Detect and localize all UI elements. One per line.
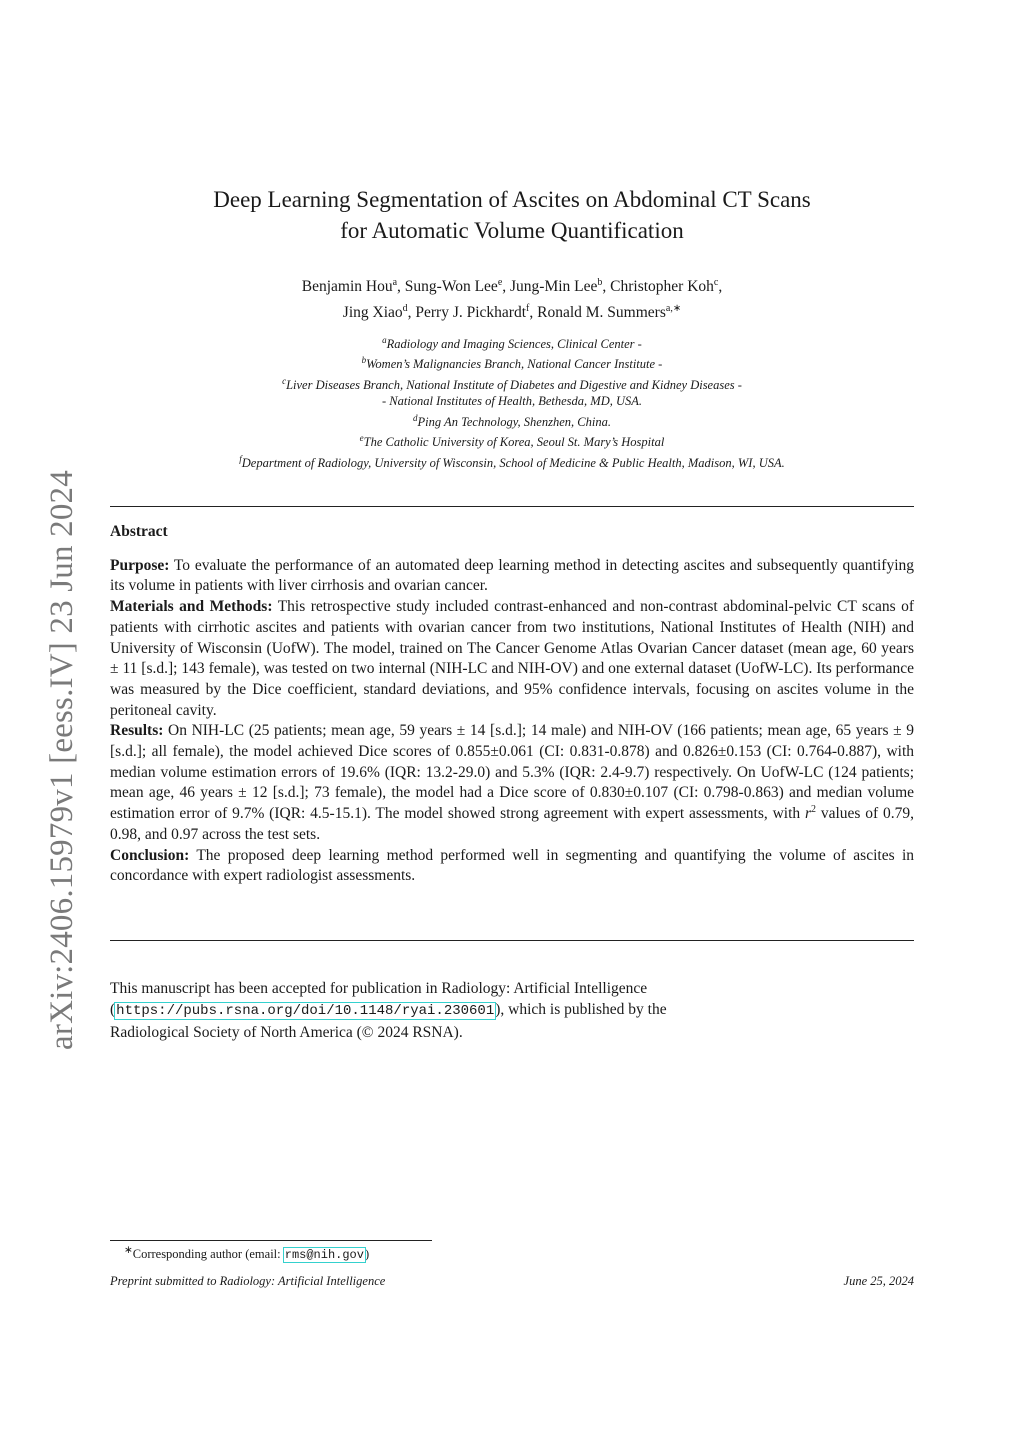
r-squared-symbol: r [804,805,811,823]
author-name: Ronald M. Summers [537,304,666,322]
abstract-bottom-rule [110,940,914,941]
affiliation-text: The Catholic University of Korea, Seoul St. Mary’s Hospital [363,435,665,450]
conclusion-text: The proposed deep learning method performed well in segmenting and quantifying the volume of ascites in concordance with expert radiologist assessments. [110,846,914,885]
footnote-marker: ∗ [124,1245,133,1256]
results-text-b: values of 0.79, 0.98, and 0.97 across the test sets. [110,805,914,843]
author-name: Jing Xiao [342,304,403,322]
footnote-text: Corresponding author (email: [132,1247,284,1262]
affiliation-text: Liver Diseases Branch, National Institute of Diabetes and Digestive and Kidney Diseases - [286,378,742,393]
author-name: Christopher Koh [610,278,714,296]
abstract-purpose [110,556,914,597]
affiliation-text: Women’s Malignancies Branch, National Cancer Institute - [366,357,663,372]
author-list [0,272,1024,324]
preprint-footer: Preprint submitted to Radiology: Artificial Intelligence [110,1274,386,1288]
footer-date: June 25, 2024 [843,1274,914,1288]
title-line-1: Deep Learning Segmentation of Ascites on Abdominal CT Scans [213,187,811,212]
affiliation-text: Ping An Technology, Shenzhen, China. [417,414,611,429]
author-name: Benjamin Hou [301,278,393,296]
author-affil-mark: b [597,277,603,288]
author-affil-mark: c [713,277,719,288]
r-squared-exponent: 2 [811,803,816,815]
notice-line-3: Radiological Society of North America (© 2024 RSNA). [110,1024,463,1041]
notice-line-2 [110,999,770,1022]
author-line-1: Benjamin Hou$^a$, Sung-Won Lee$^e$, Jung-Min Lee$^b$, Christopher Koh$^c$, [301,277,723,296]
author-name: Perry J. Pickhardt [415,304,527,322]
footnote-close: ) [364,1247,370,1262]
affiliation-mark: e [359,433,364,444]
methods-label: Materials and Methods: [110,598,273,616]
affiliations [0,332,1024,471]
abstract-conclusion [110,846,914,887]
affiliation-line [0,352,1024,372]
author-affil-mark: e [497,277,503,288]
methods-text: This retrospective study included contrast-enhanced and non-contrast abdominal-pelvic CT scans of patients with cirrhotic ascites and patients with ovarian cancer from two institutions, National Institutes of Health (NIH) and University of Wisconsin (UofW). The model, trained on The Cancer Genome Atlas Ovarian Cancer dataset (mean age, 60 years ± 11 [s.d.]; 143 female), was tested on two internal (NIH-LC and NIH-OV) and one external dataset (UofW-LC). Its performance was measured by the Dice coefficient, standard deviations, and 95% confidence intervals, focusing on ascites volume in the peritoneal cavity. [110,598,914,719]
footnote-rule [110,1240,432,1241]
affiliation-text: Department of Radiology, University of Wisconsin, School of Medicine & Public Health, Madison, WI, USA. [241,455,785,470]
affiliation-mark: a [382,335,387,345]
author-line-2: Jing Xiao$^d$, Perry J. Pickhardt$^f$, Ronald M. Summers$^{a,∗}$ [342,303,682,322]
abstract-top-rule [110,506,914,507]
abstract-section [110,522,914,887]
author-affil-mark: f [526,303,530,315]
abstract-heading: Abstract [110,523,168,540]
paren-open: ( [110,1001,116,1018]
purpose-text: To evaluate the performance of an automated deep learning method in detecting ascites and subsequently quantifying its volume in patients with liver cirrhosis and ovarian cancer. [110,556,914,595]
results-label: Results: [110,722,164,740]
publication-notice [110,978,770,1043]
notice-line-1: This manuscript has been accepted for publication in Radiology: Artificial Intelligence [110,980,648,997]
author-name: Sung-Won Lee [404,278,498,296]
author-name: Jung-Min Lee [510,278,598,296]
author-affil-mark: a,∗ [665,303,682,315]
affiliation-mark: c [282,375,287,386]
affiliation-line [0,332,1024,352]
affiliation-line [0,430,1024,450]
affiliation-mark: d [413,412,418,423]
email-link[interactable]: rms@nih.gov [284,1248,364,1263]
abstract-methods [110,597,914,721]
abstract-results [110,721,914,845]
affiliation-line [0,393,1024,409]
author-affil-mark: a [392,277,398,288]
affiliation-mark: b [361,355,367,366]
doi-link[interactable]: https://pubs.rsna.org/doi/10.1148/ryai.230601 [116,1003,495,1019]
conclusion-label: Conclusion: [110,846,190,864]
author-affil-mark: d [402,303,408,315]
after-doi-text: ), which is published by the [495,1001,667,1018]
results-text-a: On NIH-LC (25 patients; mean age, 59 years ± 14 [s.d.]; 14 male) and NIH-OV (166 patients; mean age, 65 years ± 9 [s.d.]; all female), the model achieved Dice scores of 0.855±0.061 (CI: 0.831-0.878) and 0.826±0.153 (CI: 0.764-0.887), with median volume estimation errors of 19.6% (IQR: 13.2-29.0) and 5.3% (IQR: 2.4-9.7) respectively. On UofW-LC (124 patients; mean age, 46 years ± 12 [s.d.]; 73 female), the model had a Dice score of 0.830±0.107 (CI: 0.798-0.863) and median volume estimation error of 9.7% (IQR: 4.5-15.1). The model showed strong agreement with expert assessments, with [110,722,915,823]
title-line-2: for Automatic Volume Quantification [340,218,684,243]
affiliation-line [0,410,1024,430]
affiliation-line [0,451,1024,471]
arxiv-identifier-stamp[interactable]: arXiv:2406.15979v1 [eess.IV] 23 Jun 2024 [44,470,80,1050]
affiliation-line [0,373,1024,393]
affiliation-text: Radiology and Imaging Sciences, Clinical Center - [386,337,642,352]
purpose-label: Purpose: [110,556,170,574]
affiliation-text: - National Institutes of Health, Bethesda, MD, USA. [381,394,643,409]
paper-title [0,184,1024,246]
affiliation-mark: f [239,453,242,464]
corresponding-author-footnote [124,1242,369,1264]
